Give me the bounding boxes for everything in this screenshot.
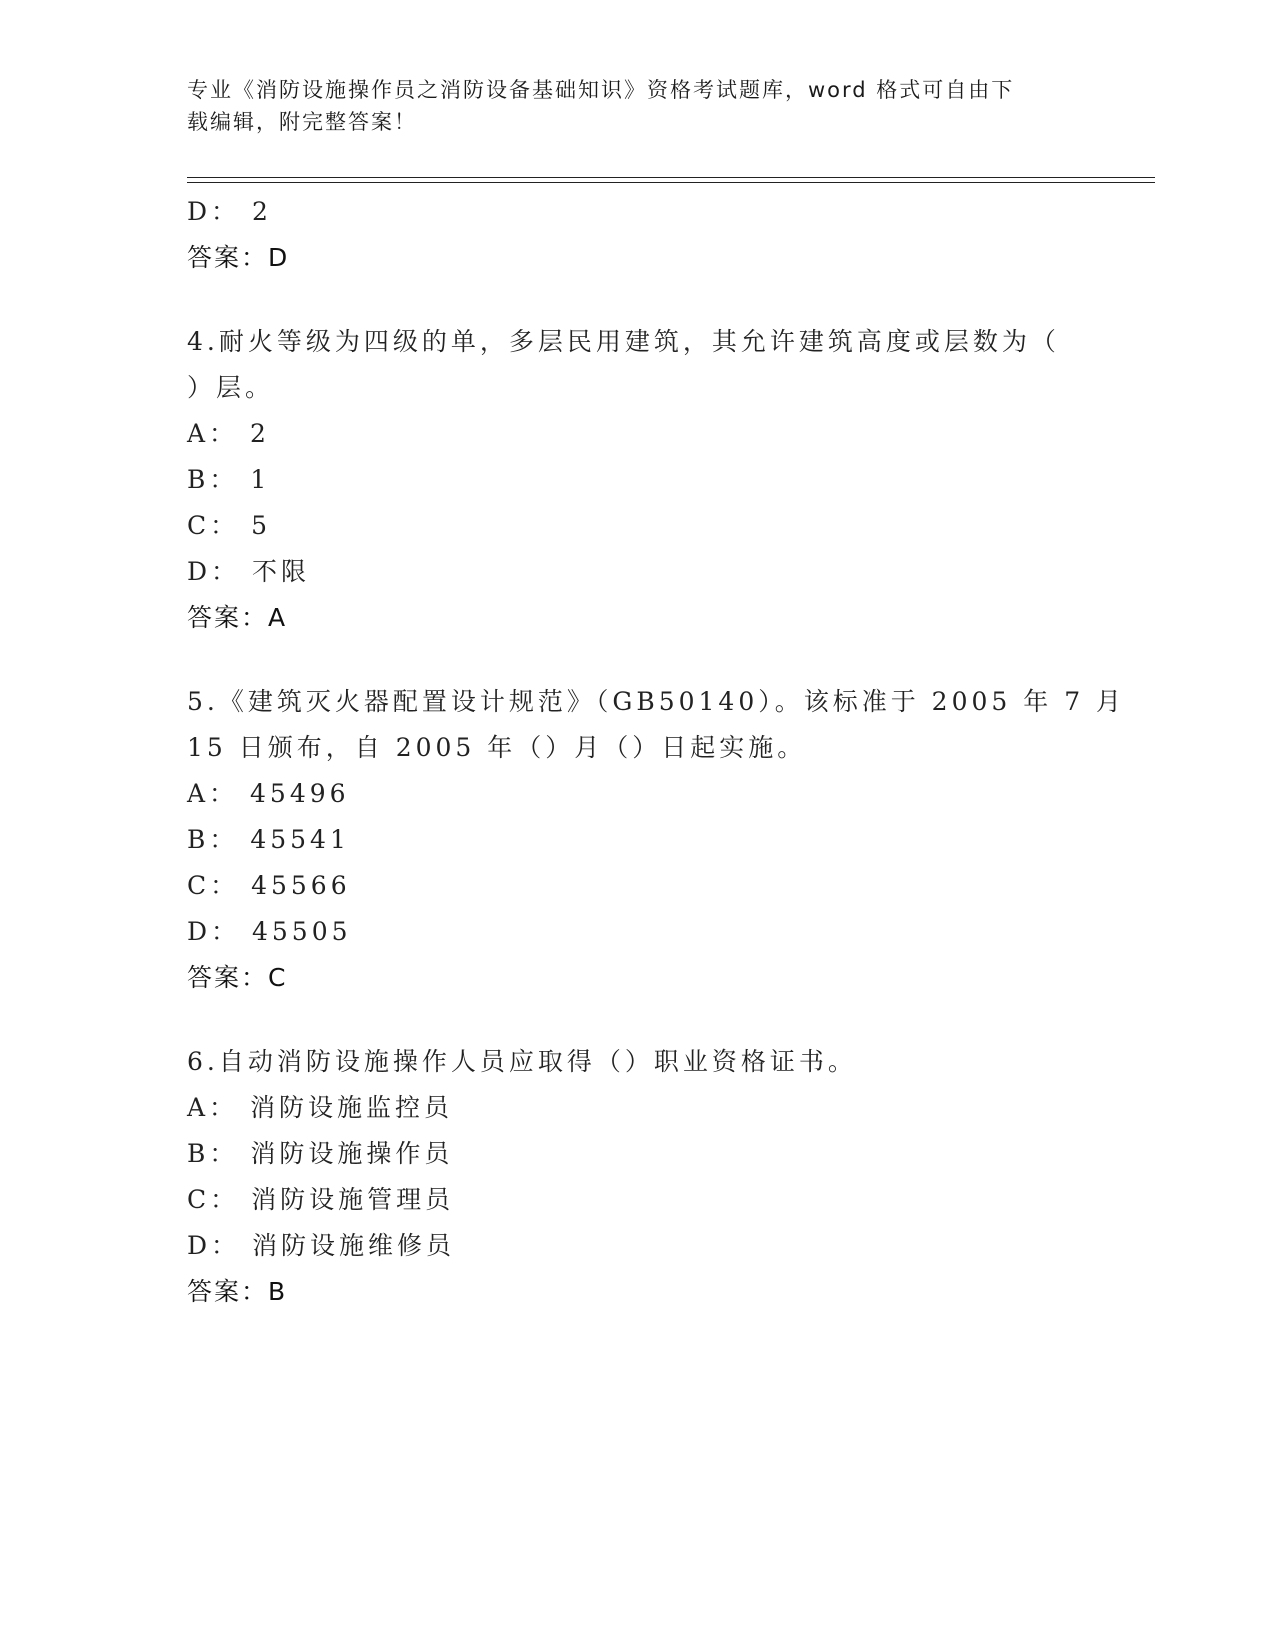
header-divider-bottom (187, 182, 1155, 183)
option-d: D： 消防设施维修员 (187, 1231, 455, 1260)
document-header (187, 74, 1067, 138)
option-d: D： 45505 (187, 917, 352, 946)
answer-line: 答案：A (187, 603, 288, 632)
question-list (187, 189, 1126, 1315)
previous-question-tail (187, 189, 1087, 281)
option-b: B： 45541 (187, 825, 350, 854)
header-title-line-1: 专业《消防设施操作员之消防设备基础知识》资格考试题库，word 格式可自由下 (187, 78, 1015, 102)
answer-line: 答案：D (187, 243, 290, 272)
option-a: A： 2 (187, 419, 270, 448)
header-title-line-2: 载编辑，附完整答案！ (187, 110, 417, 134)
option-b: B： 消防设施操作员 (187, 1139, 454, 1168)
question-5 (187, 679, 1126, 1001)
question-stem-line-1: 5.《建筑灭火器配置设计规范》（GB50140）。该标准于 2005 年 7 月 (187, 687, 1126, 716)
question-stem-line-2: ）层。 (187, 373, 275, 402)
question-4 (187, 319, 1087, 641)
question-stem-line-1: 6.自动消防设施操作人员应取得（）职业资格证书。 (187, 1047, 857, 1076)
option-a: A： 45496 (187, 779, 350, 808)
question-stem-line-1: 4.耐火等级为四级的单，多层民用建筑，其允许建筑高度或层数为（ (187, 327, 1060, 356)
option-c: C： 消防设施管理员 (187, 1185, 455, 1214)
option-c: C： 45566 (187, 871, 351, 900)
option-d: D： 不限 (187, 557, 310, 586)
answer-line: 答案：C (187, 963, 288, 992)
question-stem-line-2: 15 日颁布，自 2005 年（）月（）日起实施。 (187, 733, 807, 762)
option-b: B： 1 (187, 465, 271, 494)
option-c: C： 5 (187, 511, 271, 540)
question-6 (187, 1039, 1087, 1315)
header-divider-top (187, 177, 1155, 178)
answer-line: 答案：B (187, 1277, 288, 1306)
option-a: A： 消防设施监控员 (187, 1093, 454, 1122)
option-d: D： 2 (187, 197, 272, 226)
